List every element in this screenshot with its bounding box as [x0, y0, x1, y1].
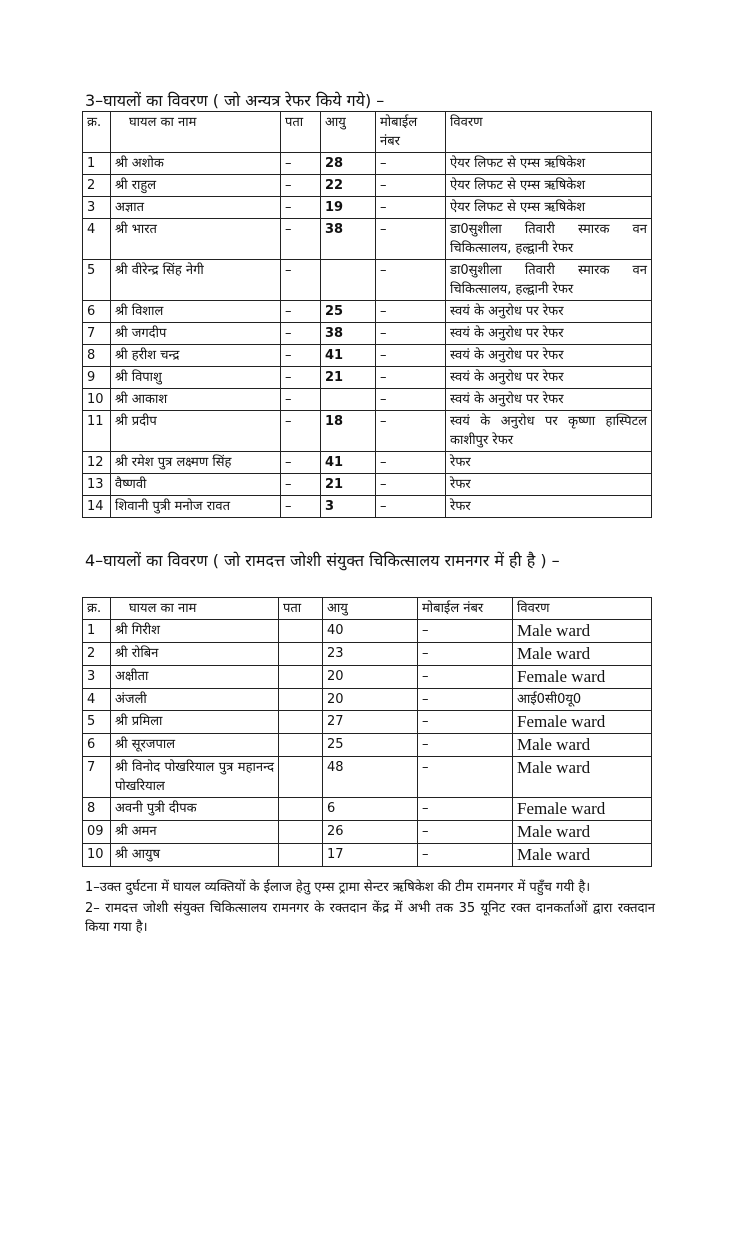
cell-serial: 8 [83, 345, 111, 367]
col-header-serial: क्र. [83, 598, 111, 620]
cell-details: रेफर [446, 474, 652, 496]
cell-serial: 6 [83, 734, 111, 757]
col-header-details: विवरण [513, 598, 652, 620]
cell-address [279, 689, 323, 711]
cell-mobile: – [376, 175, 446, 197]
cell-mobile: – [418, 844, 513, 867]
cell-age: 26 [323, 821, 418, 844]
cell-details: Female ward [513, 666, 652, 689]
col-header-mobile: मोबाईल नंबर [376, 112, 446, 153]
cell-details: Female ward [513, 711, 652, 734]
cell-mobile: – [418, 757, 513, 798]
table-row [83, 474, 652, 496]
table-row [83, 260, 652, 301]
cell-name: श्री गिरीश [111, 620, 279, 643]
cell-details: ऐयर लिफट से एम्स ऋषिकेश [446, 175, 652, 197]
cell-name: श्री अमन [111, 821, 279, 844]
note-item: 1–उक्त दुर्घटना में घायल व्यक्तियों के ईलाज हेतु एम्स ट्रामा सेन्टर ऋषिकेश की टीम रामनगर में पहुँच गयी है। [85, 880, 591, 895]
cell-address: – [281, 411, 321, 452]
cell-name: श्री विपाशु [111, 367, 281, 389]
cell-mobile: – [376, 367, 446, 389]
cell-address [279, 711, 323, 734]
cell-age: 41 [321, 345, 376, 367]
cell-name: श्री आकाश [111, 389, 281, 411]
cell-serial: 7 [83, 757, 111, 798]
cell-details: डा0सुशीला तिवारी स्मारक वन चिकित्सालय, हल्द्वानी रेफर [446, 219, 652, 260]
cell-details: Male ward [513, 734, 652, 757]
table-row [83, 757, 652, 798]
notes [85, 878, 655, 939]
col-header-age: आयु [323, 598, 418, 620]
cell-age: 38 [321, 323, 376, 345]
col-header-address: पता [281, 112, 321, 153]
table-row [83, 452, 652, 474]
cell-mobile: – [376, 197, 446, 219]
cell-details: स्वयं के अनुरोध पर कृष्णा हास्पिटल काशीपुर रेफर [446, 411, 652, 452]
table-row [83, 844, 652, 867]
cell-serial: 11 [83, 411, 111, 452]
cell-serial: 14 [83, 496, 111, 518]
cell-age: 6 [323, 798, 418, 821]
cell-address: – [281, 474, 321, 496]
cell-address: – [281, 367, 321, 389]
table-row [83, 175, 652, 197]
col-header-details: विवरण [446, 112, 652, 153]
cell-details: डा0सुशीला तिवारी स्मारक वन चिकित्सालय, हल्द्वानी रेफर [446, 260, 652, 301]
cell-name: श्री जगदीप [111, 323, 281, 345]
table-row [83, 153, 652, 175]
cell-details: Male ward [513, 757, 652, 798]
cell-age: 40 [323, 620, 418, 643]
cell-address: – [281, 153, 321, 175]
cell-name: श्री भारत [111, 219, 281, 260]
cell-address [279, 666, 323, 689]
cell-address: – [281, 452, 321, 474]
col-header-address: पता [279, 598, 323, 620]
cell-details: आई0सी0यू0 [513, 689, 652, 711]
cell-age: 20 [323, 689, 418, 711]
cell-mobile: – [376, 219, 446, 260]
cell-name: अवनी पुत्री दीपक [111, 798, 279, 821]
section4-title: 4–घायलों का विवरण ( जो रामदत्त जोशी संयुक्त चिकित्सालय रामनगर में ही है ) – [85, 551, 560, 570]
cell-mobile: – [376, 452, 446, 474]
table-row [83, 689, 652, 711]
col-header-age: आयु [321, 112, 376, 153]
cell-name: श्री आयुष [111, 844, 279, 867]
cell-address: – [281, 345, 321, 367]
referred-injured-table [82, 111, 652, 518]
col-header-name: घायल का नाम [111, 112, 281, 153]
cell-details: रेफर [446, 452, 652, 474]
cell-serial: 2 [83, 643, 111, 666]
cell-age: 28 [321, 153, 376, 175]
cell-serial: 4 [83, 219, 111, 260]
table-header-row [83, 112, 652, 153]
cell-age: 21 [321, 474, 376, 496]
cell-address: – [281, 496, 321, 518]
cell-address: – [281, 197, 321, 219]
cell-name: श्री सूरजपाल [111, 734, 279, 757]
cell-address: – [281, 301, 321, 323]
cell-mobile: – [376, 153, 446, 175]
cell-name: श्री विनोद पोखरियाल पुत्र महानन्द पोखरियाल [111, 757, 279, 798]
cell-serial: 5 [83, 260, 111, 301]
cell-serial: 1 [83, 620, 111, 643]
cell-mobile: – [376, 345, 446, 367]
cell-age: 22 [321, 175, 376, 197]
table-row [83, 219, 652, 260]
cell-mobile: – [418, 798, 513, 821]
table-row [83, 798, 652, 821]
note-item: 2– रामदत्त जोशी संयुक्त चिकित्सालय रामनगर के रक्तदान केंद्र में अभी तक 35 यूनिट रक्त दानकर्ताओं द्वारा रक्तदान किया गया है। [85, 901, 655, 935]
cell-age: 20 [323, 666, 418, 689]
cell-age: 25 [323, 734, 418, 757]
cell-age: 3 [321, 496, 376, 518]
cell-age [321, 389, 376, 411]
cell-address [279, 757, 323, 798]
cell-details: स्वयं के अनुरोध पर रेफर [446, 389, 652, 411]
cell-name: अक्षीता [111, 666, 279, 689]
cell-address: – [281, 260, 321, 301]
cell-mobile: – [376, 496, 446, 518]
cell-serial: 6 [83, 301, 111, 323]
cell-age: 23 [323, 643, 418, 666]
cell-address [279, 844, 323, 867]
cell-name: श्री प्रदीप [111, 411, 281, 452]
cell-name: श्री हरीश चन्द्र [111, 345, 281, 367]
cell-mobile: – [376, 389, 446, 411]
col-header-serial: क्र. [83, 112, 111, 153]
cell-details: Male ward [513, 643, 652, 666]
col-header-mobile: मोबाईल नंबर [418, 598, 513, 620]
cell-address [279, 821, 323, 844]
cell-name: श्री राहुल [111, 175, 281, 197]
cell-details: Male ward [513, 821, 652, 844]
table-row [83, 496, 652, 518]
cell-age [321, 260, 376, 301]
table-row [83, 367, 652, 389]
cell-age: 41 [321, 452, 376, 474]
cell-age: 21 [321, 367, 376, 389]
cell-serial: 9 [83, 367, 111, 389]
cell-serial: 7 [83, 323, 111, 345]
table-row [83, 734, 652, 757]
cell-serial: 3 [83, 197, 111, 219]
cell-serial: 10 [83, 844, 111, 867]
cell-name: श्री अशोक [111, 153, 281, 175]
cell-name: श्री वीरेन्द्र सिंह नेगी [111, 260, 281, 301]
cell-name: शिवानी पुत्री मनोज रावत [111, 496, 281, 518]
cell-mobile: – [376, 323, 446, 345]
cell-details: Female ward [513, 798, 652, 821]
cell-details: स्वयं के अनुरोध पर रेफर [446, 367, 652, 389]
cell-mobile: – [376, 411, 446, 452]
cell-age: 17 [323, 844, 418, 867]
cell-age: 38 [321, 219, 376, 260]
cell-name: श्री रोबिन [111, 643, 279, 666]
cell-mobile: – [418, 711, 513, 734]
cell-serial: 3 [83, 666, 111, 689]
cell-address: – [281, 323, 321, 345]
cell-mobile: – [376, 260, 446, 301]
cell-mobile: – [418, 620, 513, 643]
cell-serial: 09 [83, 821, 111, 844]
cell-mobile: – [418, 643, 513, 666]
cell-mobile: – [418, 689, 513, 711]
cell-address: – [281, 219, 321, 260]
cell-mobile: – [376, 474, 446, 496]
admitted-injured-table [82, 597, 652, 867]
cell-mobile: – [418, 821, 513, 844]
table-row [83, 345, 652, 367]
cell-age: 18 [321, 411, 376, 452]
table-row [83, 643, 652, 666]
cell-mobile: – [418, 734, 513, 757]
cell-details: Male ward [513, 844, 652, 867]
table-row [83, 197, 652, 219]
cell-details: स्वयं के अनुरोध पर रेफर [446, 323, 652, 345]
col-header-name: घायल का नाम [111, 598, 279, 620]
cell-name: श्री प्रमिला [111, 711, 279, 734]
table-row [83, 323, 652, 345]
table-row [83, 301, 652, 323]
cell-name: श्री रमेश पुत्र लक्ष्मण सिंह [111, 452, 281, 474]
cell-details: रेफर [446, 496, 652, 518]
cell-age: 25 [321, 301, 376, 323]
cell-address [279, 620, 323, 643]
cell-age: 48 [323, 757, 418, 798]
cell-address: – [281, 175, 321, 197]
table-row [83, 389, 652, 411]
cell-address [279, 734, 323, 757]
cell-serial: 8 [83, 798, 111, 821]
table-row [83, 711, 652, 734]
cell-details: ऐयर लिफट से एम्स ऋषिकेश [446, 197, 652, 219]
cell-serial: 5 [83, 711, 111, 734]
cell-serial: 4 [83, 689, 111, 711]
table-header-row [83, 598, 652, 620]
cell-address [279, 798, 323, 821]
table-row [83, 620, 652, 643]
cell-name: वैष्णवी [111, 474, 281, 496]
cell-age: 19 [321, 197, 376, 219]
section3-title: 3–घायलों का विवरण ( जो अन्यत्र रेफर किये गये) – [85, 91, 385, 110]
cell-details: स्वयं के अनुरोध पर रेफर [446, 301, 652, 323]
cell-address [279, 643, 323, 666]
cell-name: अंजली [111, 689, 279, 711]
table-row [83, 411, 652, 452]
cell-details: ऐयर लिफट से एम्स ऋषिकेश [446, 153, 652, 175]
cell-address: – [281, 389, 321, 411]
cell-mobile: – [376, 301, 446, 323]
cell-mobile: – [418, 666, 513, 689]
cell-serial: 10 [83, 389, 111, 411]
cell-name: अज्ञात [111, 197, 281, 219]
cell-serial: 13 [83, 474, 111, 496]
cell-age: 27 [323, 711, 418, 734]
cell-details: Male ward [513, 620, 652, 643]
table-row [83, 666, 652, 689]
cell-serial: 12 [83, 452, 111, 474]
cell-name: श्री विशाल [111, 301, 281, 323]
cell-details: स्वयं के अनुरोध पर रेफर [446, 345, 652, 367]
cell-serial: 2 [83, 175, 111, 197]
cell-serial: 1 [83, 153, 111, 175]
table-row [83, 821, 652, 844]
